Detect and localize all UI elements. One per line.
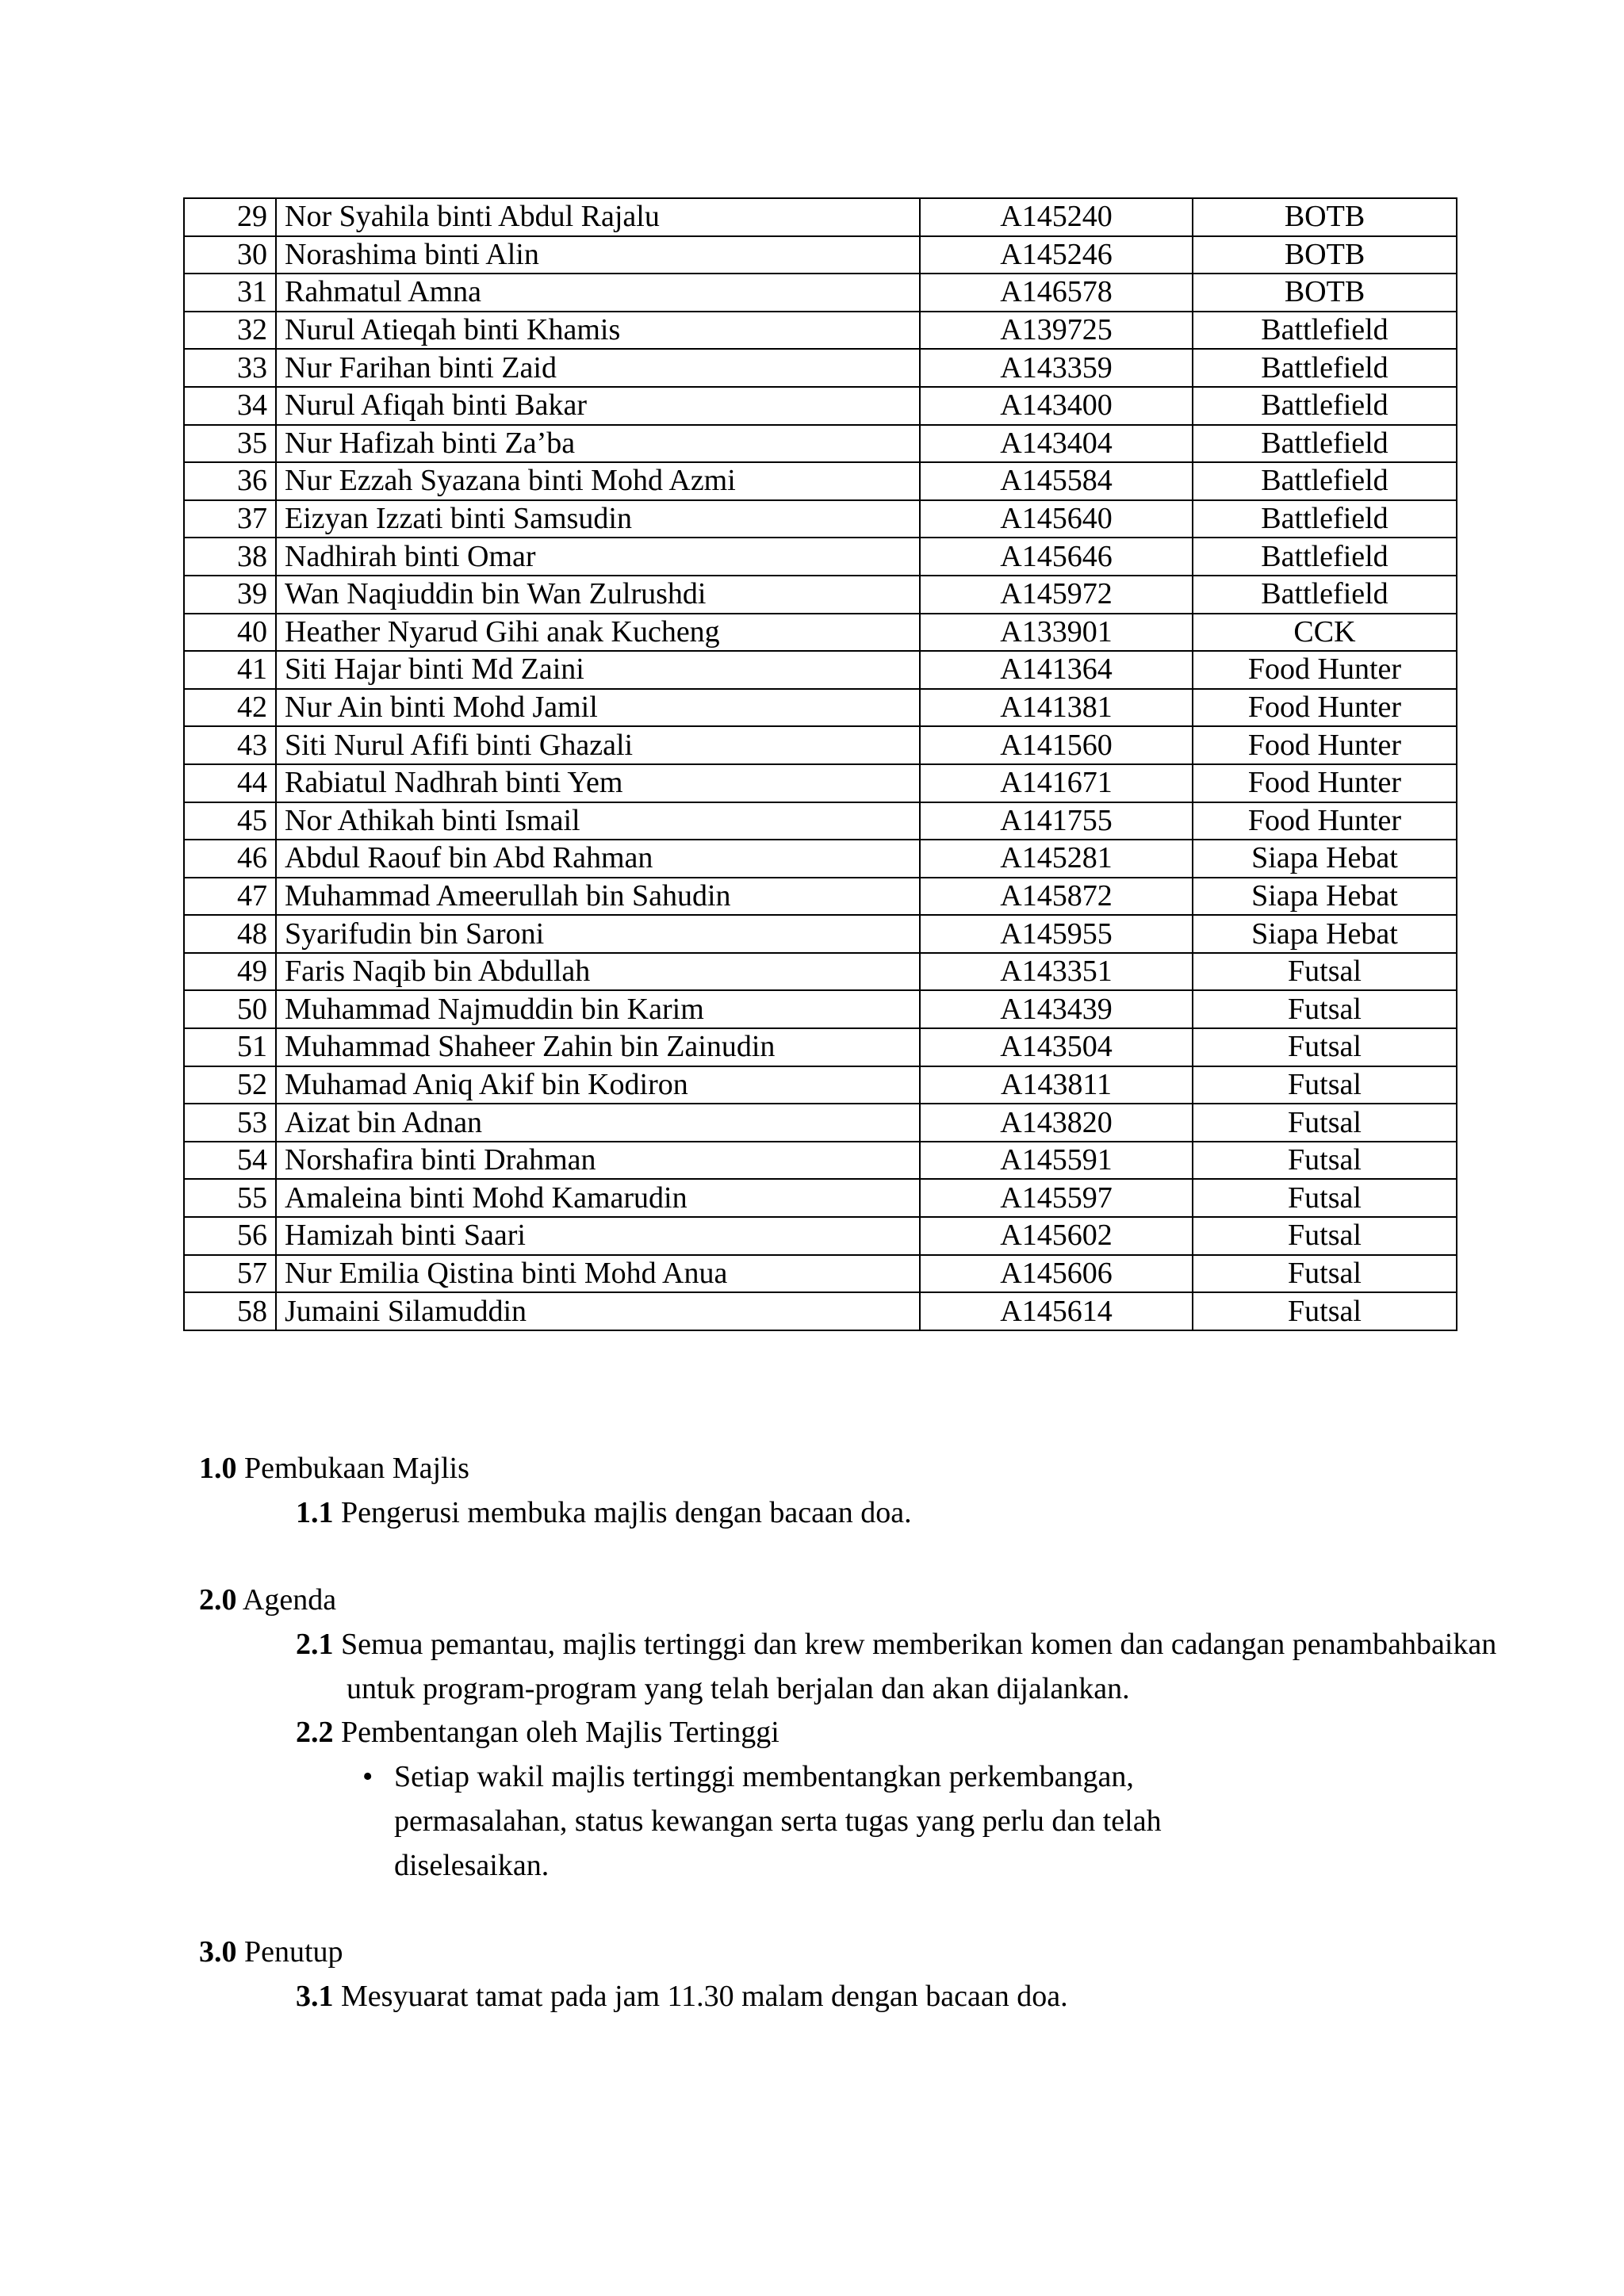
student-name-cell: Nor Athikah binti Ismail: [276, 802, 920, 840]
student-name-cell: Muhammad Najmuddin bin Karim: [276, 990, 920, 1028]
table-row: [184, 726, 1457, 764]
table-row: [184, 990, 1457, 1028]
row-number-cell: 42: [184, 689, 276, 727]
table-row: [184, 576, 1457, 614]
section-2-title: Agenda: [242, 1583, 337, 1617]
table-row: [184, 651, 1457, 689]
group-cell: Battlefield: [1193, 312, 1457, 350]
row-number-cell: 49: [184, 953, 276, 991]
table-row: [184, 878, 1457, 916]
matric-number-cell: A143439: [920, 990, 1193, 1028]
row-number-cell: 57: [184, 1255, 276, 1293]
matric-number-cell: A145614: [920, 1292, 1193, 1330]
table-row: [184, 614, 1457, 652]
group-cell: Food Hunter: [1193, 726, 1457, 764]
group-cell: Siapa Hebat: [1193, 878, 1457, 916]
matric-number-cell: A143820: [920, 1104, 1193, 1142]
matric-number-cell: A145955: [920, 915, 1193, 953]
student-name-cell: Nurul Atieqah binti Khamis: [276, 312, 920, 350]
row-number-cell: 38: [184, 538, 276, 576]
student-name-cell: Jumaini Silamuddin: [276, 1292, 920, 1330]
matric-number-cell: A133901: [920, 614, 1193, 652]
item-3-1: [296, 1974, 1461, 2019]
matric-number-cell: A145240: [920, 198, 1193, 236]
group-cell: Futsal: [1193, 953, 1457, 991]
student-name-cell: Muhammad Ameerullah bin Sahudin: [276, 878, 920, 916]
row-number-cell: 48: [184, 915, 276, 953]
group-cell: Futsal: [1193, 1255, 1457, 1293]
matric-number-cell: A145246: [920, 236, 1193, 274]
table-row: [184, 915, 1457, 953]
table-row: [184, 349, 1457, 387]
section-3-number: 3.0: [199, 1935, 237, 1969]
section-1-heading: [199, 1446, 469, 1490]
student-name-cell: Nurul Afiqah binti Bakar: [276, 387, 920, 425]
row-number-cell: 33: [184, 349, 276, 387]
table-row: [184, 953, 1457, 991]
group-cell: BOTB: [1193, 274, 1457, 312]
row-number-cell: 37: [184, 500, 276, 538]
row-number-cell: 41: [184, 651, 276, 689]
matric-number-cell: A141560: [920, 726, 1193, 764]
table-row: [184, 274, 1457, 312]
bullet-text: Setiap wakil majlis tertinggi membentangkan perkembangan, permasalahan, status kewangan serta tugas yang perlu dan telah diselesaikan.: [394, 1760, 1162, 1882]
student-name-cell: Nur Emilia Qistina binti Mohd Anua: [276, 1255, 920, 1293]
row-number-cell: 56: [184, 1217, 276, 1255]
matric-number-cell: A145597: [920, 1179, 1193, 1217]
section-3-heading: [199, 1930, 343, 1974]
section-1-title: Pembukaan Majlis: [244, 1452, 469, 1485]
table-row: [184, 500, 1457, 538]
table-row: [184, 1066, 1457, 1104]
group-cell: Futsal: [1193, 1179, 1457, 1217]
item-2-2-number: 2.2: [296, 1716, 334, 1749]
row-number-cell: 46: [184, 840, 276, 878]
table-row: [184, 425, 1457, 463]
table-row: [184, 1292, 1457, 1330]
row-number-cell: 31: [184, 274, 276, 312]
student-name-cell: Syarifudin bin Saroni: [276, 915, 920, 953]
student-name-cell: Eizyan Izzati binti Samsudin: [276, 500, 920, 538]
student-name-cell: Norshafira binti Drahman: [276, 1142, 920, 1180]
table-row: [184, 1104, 1457, 1142]
table-row: [184, 840, 1457, 878]
group-cell: Food Hunter: [1193, 651, 1457, 689]
attendance-table-body: [184, 198, 1457, 1330]
table-row: [184, 1179, 1457, 1217]
group-cell: BOTB: [1193, 236, 1457, 274]
row-number-cell: 51: [184, 1028, 276, 1066]
table-row: [184, 689, 1457, 727]
group-cell: Battlefield: [1193, 576, 1457, 614]
row-number-cell: 32: [184, 312, 276, 350]
group-cell: BOTB: [1193, 198, 1457, 236]
matric-number-cell: A145591: [920, 1142, 1193, 1180]
row-number-cell: 45: [184, 802, 276, 840]
row-number-cell: 50: [184, 990, 276, 1028]
student-name-cell: Rahmatul Amna: [276, 274, 920, 312]
student-name-cell: Rabiatul Nadhrah binti Yem: [276, 764, 920, 802]
matric-number-cell: A143404: [920, 425, 1193, 463]
student-name-cell: Nadhirah binti Omar: [276, 538, 920, 576]
row-number-cell: 29: [184, 198, 276, 236]
matric-number-cell: A145602: [920, 1217, 1193, 1255]
matric-number-cell: A145646: [920, 538, 1193, 576]
student-name-cell: Nor Syahila binti Abdul Rajalu: [276, 198, 920, 236]
matric-number-cell: A141381: [920, 689, 1193, 727]
row-number-cell: 40: [184, 614, 276, 652]
student-name-cell: Nur Farihan binti Zaid: [276, 349, 920, 387]
group-cell: Futsal: [1193, 1066, 1457, 1104]
row-number-cell: 55: [184, 1179, 276, 1217]
section-3-title: Penutup: [244, 1935, 343, 1969]
item-1-1-text: Pengerusi membuka majlis dengan bacaan doa.: [341, 1496, 912, 1529]
table-row: [184, 538, 1457, 576]
group-cell: Futsal: [1193, 1292, 1457, 1330]
matric-number-cell: A139725: [920, 312, 1193, 350]
item-2-2: [296, 1710, 1461, 1755]
group-cell: Futsal: [1193, 990, 1457, 1028]
matric-number-cell: A146578: [920, 274, 1193, 312]
matric-number-cell: A143359: [920, 349, 1193, 387]
row-number-cell: 47: [184, 878, 276, 916]
student-name-cell: Amaleina binti Mohd Kamarudin: [276, 1179, 920, 1217]
row-number-cell: 54: [184, 1142, 276, 1180]
matric-number-cell: A143811: [920, 1066, 1193, 1104]
row-number-cell: 58: [184, 1292, 276, 1330]
row-number-cell: 43: [184, 726, 276, 764]
group-cell: Battlefield: [1193, 425, 1457, 463]
student-name-cell: Nur Ain binti Mohd Jamil: [276, 689, 920, 727]
table-row: [184, 198, 1457, 236]
group-cell: Battlefield: [1193, 500, 1457, 538]
matric-number-cell: A145972: [920, 576, 1193, 614]
item-1-1-number: 1.1: [296, 1496, 334, 1529]
row-number-cell: 53: [184, 1104, 276, 1142]
matric-number-cell: A143351: [920, 953, 1193, 991]
matric-number-cell: A141671: [920, 764, 1193, 802]
student-name-cell: Hamizah binti Saari: [276, 1217, 920, 1255]
group-cell: Food Hunter: [1193, 764, 1457, 802]
attendance-table: [183, 197, 1457, 1331]
row-number-cell: 44: [184, 764, 276, 802]
student-name-cell: Abdul Raouf bin Abd Rahman: [276, 840, 920, 878]
group-cell: CCK: [1193, 614, 1457, 652]
student-name-cell: Nur Ezzah Syazana binti Mohd Azmi: [276, 462, 920, 500]
table-row: [184, 312, 1457, 350]
group-cell: Food Hunter: [1193, 802, 1457, 840]
table-row: [184, 802, 1457, 840]
row-number-cell: 34: [184, 387, 276, 425]
student-name-cell: Aizat bin Adnan: [276, 1104, 920, 1142]
table-row: [184, 236, 1457, 274]
student-name-cell: Nur Hafizah binti Za’ba: [276, 425, 920, 463]
student-name-cell: Muhammad Shaheer Zahin bin Zainudin: [276, 1028, 920, 1066]
group-cell: Battlefield: [1193, 349, 1457, 387]
item-2-1: [296, 1622, 1512, 1711]
group-cell: Siapa Hebat: [1193, 915, 1457, 953]
matric-number-cell: A143504: [920, 1028, 1193, 1066]
item-2-1-number: 2.1: [296, 1628, 334, 1661]
student-name-cell: Muhamad Aniq Akif bin Kodiron: [276, 1066, 920, 1104]
matric-number-cell: A141755: [920, 802, 1193, 840]
item-3-1-number: 3.1: [296, 1980, 334, 2013]
table-row: [184, 462, 1457, 500]
group-cell: Battlefield: [1193, 462, 1457, 500]
section-2-number: 2.0: [199, 1583, 237, 1617]
group-cell: Futsal: [1193, 1028, 1457, 1066]
row-number-cell: 35: [184, 425, 276, 463]
group-cell: Battlefield: [1193, 538, 1457, 576]
row-number-cell: 39: [184, 576, 276, 614]
item-1-1: [296, 1490, 1461, 1535]
student-name-cell: Siti Hajar binti Md Zaini: [276, 651, 920, 689]
group-cell: Futsal: [1193, 1104, 1457, 1142]
matric-number-cell: A145640: [920, 500, 1193, 538]
group-cell: Siapa Hebat: [1193, 840, 1457, 878]
row-number-cell: 30: [184, 236, 276, 274]
row-number-cell: 36: [184, 462, 276, 500]
student-name-cell: Siti Nurul Afifi binti Ghazali: [276, 726, 920, 764]
section-2-heading: [199, 1578, 336, 1622]
group-cell: Futsal: [1193, 1217, 1457, 1255]
table-row: [184, 1255, 1457, 1293]
group-cell: Battlefield: [1193, 387, 1457, 425]
item-2-2-text: Pembentangan oleh Majlis Tertinggi: [341, 1716, 779, 1749]
item-2-1-text: Semua pemantau, majlis tertinggi dan krew memberikan komen dan cadangan penambahbaikan untuk program-program yang telah berjalan dan akan dijalankan.: [341, 1628, 1497, 1705]
matric-number-cell: A141364: [920, 651, 1193, 689]
table-row: [184, 387, 1457, 425]
matric-number-cell: A145872: [920, 878, 1193, 916]
row-number-cell: 52: [184, 1066, 276, 1104]
matric-number-cell: A145606: [920, 1255, 1193, 1293]
matric-number-cell: A145281: [920, 840, 1193, 878]
student-name-cell: Norashima binti Alin: [276, 236, 920, 274]
bullet-item: [362, 1755, 1306, 1888]
table-row: [184, 764, 1457, 802]
table-row: [184, 1217, 1457, 1255]
matric-number-cell: A143400: [920, 387, 1193, 425]
student-name-cell: Heather Nyarud Gihi anak Kucheng: [276, 614, 920, 652]
group-cell: Food Hunter: [1193, 689, 1457, 727]
item-3-1-text: Mesyuarat tamat pada jam 11.30 malam dengan bacaan doa.: [341, 1980, 1068, 2013]
bullet-icon: •: [362, 1760, 373, 1793]
section-1-number: 1.0: [199, 1452, 237, 1485]
table-row: [184, 1142, 1457, 1180]
group-cell: Futsal: [1193, 1142, 1457, 1180]
student-name-cell: Faris Naqib bin Abdullah: [276, 953, 920, 991]
table-row: [184, 1028, 1457, 1066]
student-name-cell: Wan Naqiuddin bin Wan Zulrushdi: [276, 576, 920, 614]
matric-number-cell: A145584: [920, 462, 1193, 500]
